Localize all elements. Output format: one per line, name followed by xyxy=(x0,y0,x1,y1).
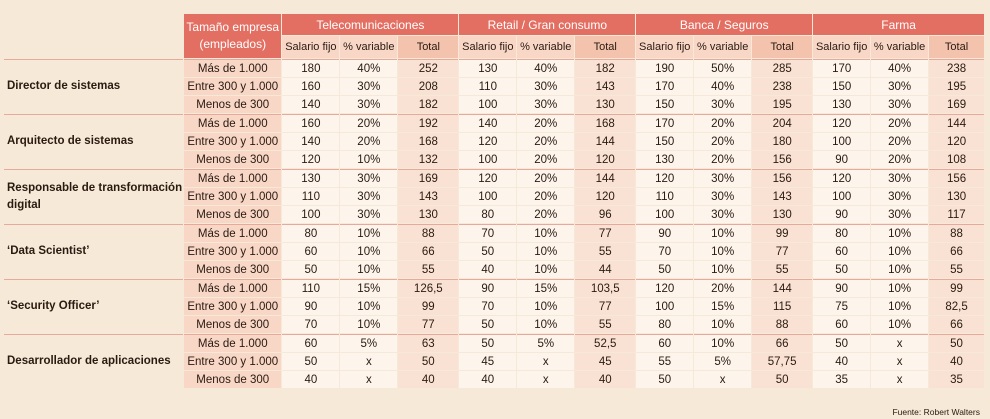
variable-pct-cell: 30% xyxy=(340,206,397,223)
company-size-cell: Menos de 300 xyxy=(184,96,281,113)
role-label-line1: ‘Data Scientist’ xyxy=(7,245,90,257)
variable-pct-cell: 20% xyxy=(871,151,928,168)
fixed-salary-cell: 40 xyxy=(282,371,339,388)
role-label-line1: ‘Security Officer’ xyxy=(7,300,100,312)
total-cell: 66 xyxy=(929,243,984,260)
subheader-fixed-salary: Salario fijo xyxy=(813,36,870,58)
fixed-salary-cell: 150 xyxy=(813,78,870,95)
total-cell: 66 xyxy=(398,243,458,260)
header-size-line1: Tamaño empresa xyxy=(186,20,280,34)
total-cell: 285 xyxy=(752,59,812,77)
role-label-line1: Director de sistemas xyxy=(7,80,121,92)
fixed-salary-cell: 180 xyxy=(282,59,339,77)
variable-pct-cell: 10% xyxy=(694,334,751,352)
fixed-salary-cell: 120 xyxy=(282,151,339,168)
fixed-salary-cell: 120 xyxy=(636,279,693,297)
variable-pct-cell: 10% xyxy=(517,224,574,242)
total-cell: 66 xyxy=(752,334,812,352)
total-cell: 143 xyxy=(398,188,458,205)
fixed-salary-cell: 90 xyxy=(282,298,339,315)
variable-pct-cell: 30% xyxy=(871,96,928,113)
role-label xyxy=(4,59,183,113)
variable-pct-cell: x xyxy=(871,334,928,352)
variable-pct-cell: 50% xyxy=(694,59,751,77)
fixed-salary-cell: 90 xyxy=(813,151,870,168)
fixed-salary-cell: 50 xyxy=(282,353,339,370)
variable-pct-cell: x xyxy=(694,371,751,388)
table-row xyxy=(4,279,984,297)
total-cell: 144 xyxy=(752,279,812,297)
fixed-salary-cell: 160 xyxy=(282,78,339,95)
variable-pct-cell: 10% xyxy=(340,261,397,278)
total-cell: 156 xyxy=(929,169,984,187)
fixed-salary-cell: 150 xyxy=(636,133,693,150)
subheader-fixed-salary: Salario fijo xyxy=(282,36,339,58)
variable-pct-cell: 30% xyxy=(694,206,751,223)
total-cell: 55 xyxy=(752,261,812,278)
variable-pct-cell: 10% xyxy=(871,316,928,333)
fixed-salary-cell: 100 xyxy=(459,151,516,168)
variable-pct-cell: x xyxy=(871,371,928,388)
total-cell: 169 xyxy=(398,169,458,187)
fixed-salary-cell: 100 xyxy=(282,206,339,223)
fixed-salary-cell: 60 xyxy=(813,316,870,333)
variable-pct-cell: 10% xyxy=(340,151,397,168)
table-row xyxy=(4,334,984,352)
total-cell: 120 xyxy=(575,188,635,205)
fixed-salary-cell: 170 xyxy=(636,114,693,132)
fixed-salary-cell: 140 xyxy=(282,96,339,113)
fixed-salary-cell: 70 xyxy=(636,243,693,260)
subheader-fixed-salary: Salario fijo xyxy=(459,36,516,58)
role-label xyxy=(4,114,183,168)
variable-pct-cell: 10% xyxy=(694,316,751,333)
variable-pct-cell: 40% xyxy=(517,59,574,77)
fixed-salary-cell: 50 xyxy=(813,261,870,278)
variable-pct-cell: 30% xyxy=(694,169,751,187)
total-cell: 77 xyxy=(575,224,635,242)
variable-pct-cell: 20% xyxy=(517,151,574,168)
company-size-cell: Menos de 300 xyxy=(184,206,281,223)
variable-pct-cell: 20% xyxy=(517,114,574,132)
company-size-cell: Entre 300 y 1.000 xyxy=(184,243,281,260)
company-size-cell: Entre 300 y 1.000 xyxy=(184,353,281,370)
total-cell: 130 xyxy=(752,206,812,223)
total-cell: 50 xyxy=(929,334,984,352)
variable-pct-cell: 20% xyxy=(694,279,751,297)
variable-pct-cell: 10% xyxy=(517,316,574,333)
total-cell: 40 xyxy=(575,371,635,388)
total-cell: 45 xyxy=(575,353,635,370)
total-cell: 238 xyxy=(752,78,812,95)
fixed-salary-cell: 130 xyxy=(636,151,693,168)
role-label-line1: Responsable de transformación xyxy=(7,181,183,194)
fixed-salary-cell: 170 xyxy=(813,59,870,77)
variable-pct-cell: 5% xyxy=(517,334,574,352)
variable-pct-cell: 30% xyxy=(340,169,397,187)
fixed-salary-cell: 140 xyxy=(459,114,516,132)
table-row xyxy=(4,224,984,242)
company-size-cell: Menos de 300 xyxy=(184,151,281,168)
variable-pct-cell: 15% xyxy=(517,279,574,297)
variable-pct-cell: 15% xyxy=(340,279,397,297)
variable-pct-cell: 30% xyxy=(871,188,928,205)
company-size-cell: Más de 1.000 xyxy=(184,169,281,187)
total-cell: 195 xyxy=(752,96,812,113)
fixed-salary-cell: 80 xyxy=(636,316,693,333)
fixed-salary-cell: 100 xyxy=(459,188,516,205)
table-row xyxy=(4,59,984,77)
fixed-salary-cell: 60 xyxy=(813,243,870,260)
variable-pct-cell: 10% xyxy=(871,279,928,297)
total-cell: 44 xyxy=(575,261,635,278)
fixed-salary-cell: 160 xyxy=(282,114,339,132)
variable-pct-cell: 20% xyxy=(340,114,397,132)
variable-pct-cell: 40% xyxy=(340,59,397,77)
role-label xyxy=(4,279,183,333)
total-cell: 204 xyxy=(752,114,812,132)
company-size-cell: Más de 1.000 xyxy=(184,334,281,352)
variable-pct-cell: x xyxy=(871,353,928,370)
role-label xyxy=(4,334,183,388)
fixed-salary-cell: 50 xyxy=(636,371,693,388)
variable-pct-cell: 20% xyxy=(694,151,751,168)
source-note: Fuente: Robert Walters xyxy=(892,407,980,417)
variable-pct-cell: 30% xyxy=(871,78,928,95)
header-row-sectors xyxy=(4,14,984,35)
total-cell: 238 xyxy=(929,59,984,77)
variable-pct-cell: 30% xyxy=(340,188,397,205)
total-cell: 156 xyxy=(752,151,812,168)
total-cell: 130 xyxy=(398,206,458,223)
table-body xyxy=(4,59,984,388)
variable-pct-cell: 20% xyxy=(340,133,397,150)
header-size-line2: (empleados) xyxy=(199,37,267,51)
fixed-salary-cell: 45 xyxy=(459,353,516,370)
total-cell: 57,75 xyxy=(752,353,812,370)
fixed-salary-cell: 100 xyxy=(813,188,870,205)
variable-pct-cell: 10% xyxy=(694,243,751,260)
fixed-salary-cell: 100 xyxy=(459,96,516,113)
variable-pct-cell: x xyxy=(340,353,397,370)
total-cell: 35 xyxy=(929,371,984,388)
fixed-salary-cell: 100 xyxy=(636,206,693,223)
variable-pct-cell: 10% xyxy=(340,316,397,333)
total-cell: 120 xyxy=(575,151,635,168)
total-cell: 182 xyxy=(398,96,458,113)
variable-pct-cell: 30% xyxy=(694,188,751,205)
fixed-salary-cell: 110 xyxy=(636,188,693,205)
header-sector-farma: Farma xyxy=(813,14,984,35)
variable-pct-cell: 30% xyxy=(871,169,928,187)
total-cell: 126,5 xyxy=(398,279,458,297)
company-size-cell: Entre 300 y 1.000 xyxy=(184,298,281,315)
fixed-salary-cell: 50 xyxy=(636,261,693,278)
total-cell: 55 xyxy=(575,243,635,260)
total-cell: 40 xyxy=(398,371,458,388)
variable-pct-cell: 10% xyxy=(340,224,397,242)
fixed-salary-cell: 70 xyxy=(282,316,339,333)
fixed-salary-cell: 130 xyxy=(459,59,516,77)
fixed-salary-cell: 55 xyxy=(636,353,693,370)
fixed-salary-cell: 60 xyxy=(282,243,339,260)
fixed-salary-cell: 40 xyxy=(459,371,516,388)
total-cell: 252 xyxy=(398,59,458,77)
fixed-salary-cell: 130 xyxy=(282,169,339,187)
subheader-total: Total xyxy=(752,36,812,58)
total-cell: 88 xyxy=(752,316,812,333)
company-size-cell: Menos de 300 xyxy=(184,371,281,388)
total-cell: 77 xyxy=(398,316,458,333)
fixed-salary-cell: 50 xyxy=(813,334,870,352)
variable-pct-cell: 10% xyxy=(517,298,574,315)
total-cell: 63 xyxy=(398,334,458,352)
fixed-salary-cell: 140 xyxy=(282,133,339,150)
variable-pct-cell: 30% xyxy=(340,78,397,95)
total-cell: 88 xyxy=(929,224,984,242)
header-sector-retail: Retail / Gran consumo xyxy=(459,14,635,35)
company-size-cell: Entre 300 y 1.000 xyxy=(184,78,281,95)
total-cell: 132 xyxy=(398,151,458,168)
variable-pct-cell: 10% xyxy=(871,261,928,278)
subheader-variable-pct: % variable xyxy=(694,36,751,58)
fixed-salary-cell: 90 xyxy=(813,206,870,223)
subheader-variable-pct: % variable xyxy=(517,36,574,58)
fixed-salary-cell: 90 xyxy=(636,224,693,242)
fixed-salary-cell: 80 xyxy=(813,224,870,242)
fixed-salary-cell: 110 xyxy=(459,78,516,95)
fixed-salary-cell: 130 xyxy=(813,96,870,113)
variable-pct-cell: 15% xyxy=(694,298,751,315)
variable-pct-cell: 10% xyxy=(694,224,751,242)
variable-pct-cell: 30% xyxy=(871,206,928,223)
total-cell: 117 xyxy=(929,206,984,223)
variable-pct-cell: 20% xyxy=(694,114,751,132)
total-cell: 77 xyxy=(575,298,635,315)
total-cell: 99 xyxy=(398,298,458,315)
header-size xyxy=(184,14,281,58)
total-cell: 108 xyxy=(929,151,984,168)
fixed-salary-cell: 35 xyxy=(813,371,870,388)
company-size-cell: Más de 1.000 xyxy=(184,279,281,297)
total-cell: 82,5 xyxy=(929,298,984,315)
total-cell: 144 xyxy=(929,114,984,132)
role-label xyxy=(4,169,183,223)
total-cell: 55 xyxy=(398,261,458,278)
role-label xyxy=(4,224,183,278)
total-cell: 88 xyxy=(398,224,458,242)
variable-pct-cell: 10% xyxy=(517,243,574,260)
total-cell: 182 xyxy=(575,59,635,77)
variable-pct-cell: 20% xyxy=(694,133,751,150)
fixed-salary-cell: 60 xyxy=(636,334,693,352)
total-cell: 143 xyxy=(752,188,812,205)
variable-pct-cell: 30% xyxy=(340,96,397,113)
fixed-salary-cell: 110 xyxy=(282,188,339,205)
fixed-salary-cell: 170 xyxy=(636,78,693,95)
subheader-variable-pct: % variable xyxy=(871,36,928,58)
company-size-cell: Más de 1.000 xyxy=(184,114,281,132)
variable-pct-cell: 20% xyxy=(517,206,574,223)
fixed-salary-cell: 120 xyxy=(636,169,693,187)
total-cell: 40 xyxy=(929,353,984,370)
total-cell: 103,5 xyxy=(575,279,635,297)
variable-pct-cell: 20% xyxy=(517,169,574,187)
total-cell: 195 xyxy=(929,78,984,95)
variable-pct-cell: 10% xyxy=(340,243,397,260)
role-label-line2: digital xyxy=(7,198,41,211)
variable-pct-cell: 20% xyxy=(871,114,928,132)
fixed-salary-cell: 190 xyxy=(636,59,693,77)
variable-pct-cell: 30% xyxy=(517,96,574,113)
fixed-salary-cell: 60 xyxy=(282,334,339,352)
variable-pct-cell: 10% xyxy=(871,243,928,260)
subheader-total: Total xyxy=(929,36,984,58)
company-size-cell: Más de 1.000 xyxy=(184,224,281,242)
fixed-salary-cell: 50 xyxy=(282,261,339,278)
subheader-fixed-salary: Salario fijo xyxy=(636,36,693,58)
total-cell: 115 xyxy=(752,298,812,315)
fixed-salary-cell: 90 xyxy=(459,279,516,297)
header-blank xyxy=(4,14,183,58)
total-cell: 130 xyxy=(929,188,984,205)
total-cell: 96 xyxy=(575,206,635,223)
company-size-cell: Más de 1.000 xyxy=(184,59,281,77)
subheader-total: Total xyxy=(575,36,635,58)
fixed-salary-cell: 90 xyxy=(813,279,870,297)
total-cell: 50 xyxy=(398,353,458,370)
variable-pct-cell: 30% xyxy=(694,96,751,113)
variable-pct-cell: 20% xyxy=(517,133,574,150)
total-cell: 55 xyxy=(575,316,635,333)
table-row xyxy=(4,169,984,187)
variable-pct-cell: 40% xyxy=(694,78,751,95)
variable-pct-cell: 5% xyxy=(694,353,751,370)
role-label-line1: Arquitecto de sistemas xyxy=(7,135,134,147)
variable-pct-cell: 10% xyxy=(694,261,751,278)
variable-pct-cell: 40% xyxy=(871,59,928,77)
variable-pct-cell: x xyxy=(517,371,574,388)
fixed-salary-cell: 120 xyxy=(459,169,516,187)
fixed-salary-cell: 40 xyxy=(459,261,516,278)
variable-pct-cell: 10% xyxy=(871,298,928,315)
total-cell: 50 xyxy=(752,371,812,388)
total-cell: 66 xyxy=(929,316,984,333)
total-cell: 55 xyxy=(929,261,984,278)
total-cell: 168 xyxy=(575,114,635,132)
company-size-cell: Menos de 300 xyxy=(184,261,281,278)
fixed-salary-cell: 80 xyxy=(282,224,339,242)
fixed-salary-cell: 100 xyxy=(813,133,870,150)
variable-pct-cell: 5% xyxy=(340,334,397,352)
fixed-salary-cell: 40 xyxy=(813,353,870,370)
variable-pct-cell: 30% xyxy=(517,78,574,95)
total-cell: 168 xyxy=(398,133,458,150)
table-row xyxy=(4,114,984,132)
fixed-salary-cell: 75 xyxy=(813,298,870,315)
subheader-variable-pct: % variable xyxy=(340,36,397,58)
total-cell: 120 xyxy=(929,133,984,150)
total-cell: 99 xyxy=(929,279,984,297)
fixed-salary-cell: 120 xyxy=(813,114,870,132)
fixed-salary-cell: 50 xyxy=(459,316,516,333)
variable-pct-cell: 20% xyxy=(517,188,574,205)
salary-table xyxy=(3,13,985,389)
total-cell: 156 xyxy=(752,169,812,187)
total-cell: 99 xyxy=(752,224,812,242)
variable-pct-cell: 10% xyxy=(517,261,574,278)
variable-pct-cell: 10% xyxy=(871,224,928,242)
company-size-cell: Entre 300 y 1.000 xyxy=(184,133,281,150)
fixed-salary-cell: 70 xyxy=(459,298,516,315)
total-cell: 130 xyxy=(575,96,635,113)
header-sector-banca: Banca / Seguros xyxy=(636,14,812,35)
fixed-salary-cell: 70 xyxy=(459,224,516,242)
total-cell: 192 xyxy=(398,114,458,132)
variable-pct-cell: x xyxy=(340,371,397,388)
subheader-total: Total xyxy=(398,36,458,58)
fixed-salary-cell: 120 xyxy=(459,133,516,150)
fixed-salary-cell: 120 xyxy=(813,169,870,187)
total-cell: 169 xyxy=(929,96,984,113)
company-size-cell: Entre 300 y 1.000 xyxy=(184,188,281,205)
company-size-cell: Menos de 300 xyxy=(184,316,281,333)
total-cell: 52,5 xyxy=(575,334,635,352)
fixed-salary-cell: 80 xyxy=(459,206,516,223)
variable-pct-cell: x xyxy=(517,353,574,370)
variable-pct-cell: 20% xyxy=(871,133,928,150)
total-cell: 77 xyxy=(752,243,812,260)
variable-pct-cell: 10% xyxy=(340,298,397,315)
total-cell: 180 xyxy=(752,133,812,150)
fixed-salary-cell: 100 xyxy=(636,298,693,315)
fixed-salary-cell: 50 xyxy=(459,243,516,260)
fixed-salary-cell: 50 xyxy=(459,334,516,352)
role-label-line1: Desarrollador de aplicaciones xyxy=(7,355,171,367)
fixed-salary-cell: 110 xyxy=(282,279,339,297)
total-cell: 143 xyxy=(575,78,635,95)
total-cell: 144 xyxy=(575,133,635,150)
total-cell: 144 xyxy=(575,169,635,187)
fixed-salary-cell: 150 xyxy=(636,96,693,113)
header-sector-telecom: Telecomunicaciones xyxy=(282,14,458,35)
total-cell: 208 xyxy=(398,78,458,95)
